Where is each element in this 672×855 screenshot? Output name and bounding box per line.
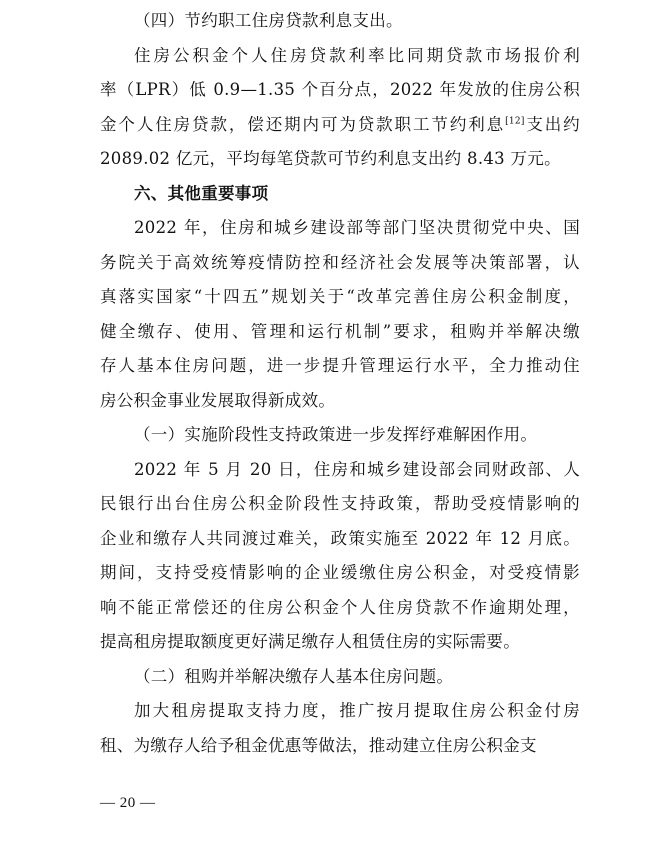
paragraph-line: 民银行出台住房公积金阶段性支持政策，帮助受疫情影响的: [100, 494, 580, 513]
paragraph-line: 提高租房提取额度更好满足缴存人租赁住房的实际需要。: [100, 632, 520, 651]
paragraph-line: 务院关于高效统筹疫情防控和经济社会发展等决策部署，认: [100, 252, 580, 272]
text-segment: 支出约: [524, 114, 580, 134]
paragraph-line: 租、为缴存人给予租金优惠等做法，推动建立住房公积金支: [100, 735, 537, 755]
paragraph-line: [100, 108, 580, 143]
paragraph-line: 真落实国家“十四五”规划关于“改革完善住房公积金制度，: [100, 287, 580, 306]
subsection-heading: （四）节约职工住房贷款利息支出。: [134, 11, 403, 30]
paragraph-line: 率（LPR）低 0.9—1.35 个百分点，2022 年发放的住房公积: [100, 80, 580, 99]
footnote-marker: [12]: [505, 116, 525, 126]
paragraph-line: 期间，支持受疫情影响的企业缓缴住房公积金，对受疫情影: [100, 563, 580, 582]
paragraph-line: 响不能正常偿还的住房公积金个人住房贷款不作逾期处理，: [100, 597, 580, 617]
paragraph-line: 房公积金事业发展取得新成效。: [100, 390, 336, 410]
subsection-heading: （二）租购并举解决缴存人基本住房问题。: [134, 666, 454, 686]
paragraph-line: 加大租房提取支持力度，推广按月提取住房公积金付房: [134, 701, 580, 720]
paragraph-line: 存人基本住房问题，进一步提升管理运行水平，全力推动住: [100, 356, 580, 375]
paragraph-line: 住房公积金个人住房贷款利率比同期贷款市场报价利: [134, 45, 580, 65]
paragraph-line: 健全缴存、使用、管理和运行机制”要求，租购并举解决缴: [100, 321, 580, 341]
page-number: — 20 —: [100, 795, 156, 811]
section-heading: 六、其他重要事项: [134, 183, 269, 203]
paragraph-line: 2022 年，住房和城乡建设部等部门坚决贯彻党中央、国: [134, 218, 580, 237]
paragraph-line: 2022 年 5 月 20 日，住房和城乡建设部会同财政部、人: [134, 459, 580, 479]
paragraph-line: 2089.02 亿元，平均每笔贷款可节约利息支出约 8.43 万元。: [100, 149, 561, 168]
subsection-heading: （一）实施阶段性支持政策进一步发挥纾难解困作用。: [134, 425, 538, 444]
document-body: [100, 4, 580, 763]
text-segment: 金个人住房贷款，偿还期内可为贷款职工节约利息: [100, 114, 506, 134]
paragraph-line: 企业和缴存人共同渡过难关，政策实施至 2022 年 12 月底。: [100, 528, 580, 548]
